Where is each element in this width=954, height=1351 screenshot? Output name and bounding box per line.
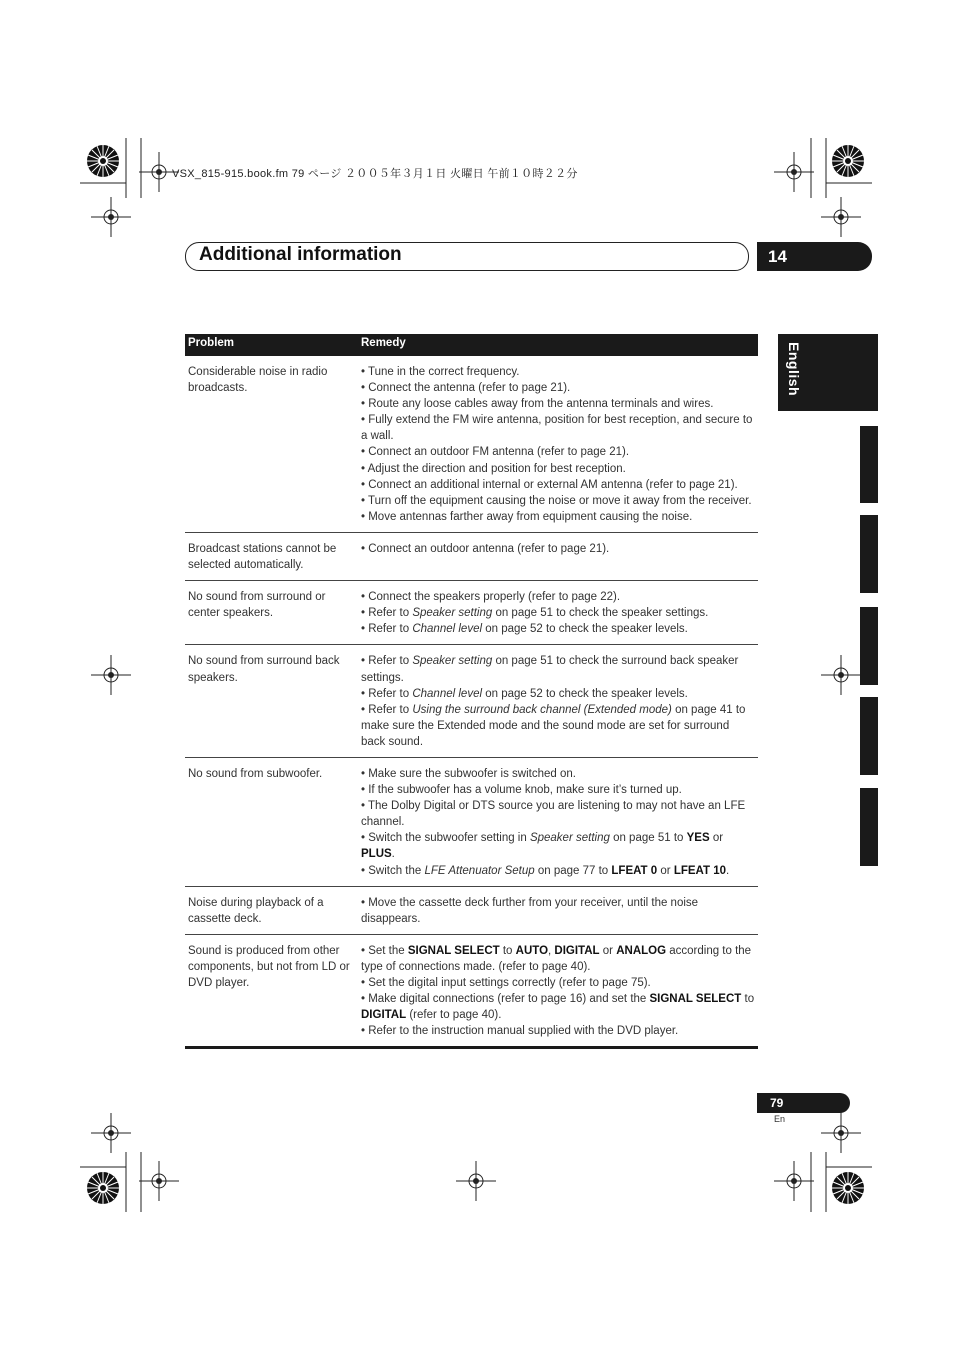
remedy-text: • Connect the speakers properly (refer to page 22).: [361, 591, 621, 604]
remedy-text: • Route any loose cables away from the antenna terminals and wires.: [361, 398, 714, 411]
crosshair-icon: [91, 655, 131, 695]
crosshair-icon: [774, 152, 814, 192]
remedy-text: Speaker setting: [412, 607, 493, 620]
remedy-text: on page 52 to check the speaker levels.: [482, 687, 688, 700]
problem-cell: No sound from subwoofer.: [188, 767, 323, 780]
remedy-text: • If the subwoofer has a volume knob, make sure it’s turned up.: [361, 784, 682, 797]
remedy-item: [361, 509, 756, 525]
remedy-item: [361, 943, 756, 975]
side-tab: [860, 515, 878, 593]
remedy-cell: [357, 653, 758, 750]
remedy-text: • Turn off the equipment causing the noise or move it away from the receiver.: [361, 494, 752, 507]
crosshair-icon: [821, 655, 861, 695]
remedy-text: Channel level: [412, 623, 483, 636]
table-body: [185, 356, 758, 1049]
remedy-text: on page 77 to: [534, 864, 612, 877]
remedy-text: ,: [548, 944, 555, 957]
remedy-item: [361, 975, 756, 991]
remedy-item: [361, 412, 756, 444]
print-header: VSX_815-915.book.fm 79 ページ ２００５年３月１日 火曜日 午前１０時２２分: [172, 168, 578, 180]
remedy-cell: [357, 943, 758, 1040]
table-row: [185, 935, 758, 1050]
remedy-item: [361, 863, 756, 879]
remedy-text: • Connect an additional internal or external AM antenna (refer to page 21).: [361, 478, 738, 491]
remedy-text: on page 41 to make sure the Extended mode and the sound mode are set for surround back sound.: [361, 703, 746, 748]
remedy-item: [361, 702, 756, 750]
remedy-text: • Move the cassette deck further from your receiver, until the noise disappears.: [361, 896, 699, 925]
crosshair-icon: [91, 197, 131, 237]
table-row: [185, 356, 758, 533]
remedy-text: .: [726, 864, 730, 877]
remedy-item: [361, 991, 756, 1023]
remedy-text: SIGNAL SELECT: [407, 944, 500, 957]
remedy-text: • Refer to: [361, 687, 413, 700]
remedy-text: • Connect an outdoor FM antenna (refer to page 21).: [361, 446, 630, 459]
remedy-text: or: [657, 864, 674, 877]
remedy-text: SIGNAL SELECT: [649, 993, 742, 1006]
table-row: [185, 645, 758, 758]
remedy-text: • Fully extend the FM wire antenna, position for best reception, and secure to a wall.: [361, 414, 753, 443]
remedy-text: to: [499, 944, 516, 957]
remedy-text: or: [599, 944, 617, 957]
problem-cell: No sound from surround back speakers.: [188, 655, 340, 684]
remedy-text: Using the surround back channel (Extended mode): [412, 703, 672, 716]
remedy-text: or: [709, 832, 724, 845]
problem-cell: Considerable noise in radio broadcasts.: [188, 366, 328, 395]
remedy-item: [361, 493, 756, 509]
starburst-icon: [85, 1170, 121, 1206]
starburst-icon: [830, 143, 866, 179]
starburst-icon: [830, 1170, 866, 1206]
remedy-text: • Set the: [361, 944, 408, 957]
remedy-item: [361, 686, 756, 702]
remedy-item: [361, 364, 756, 380]
crosshair-icon: [456, 1161, 496, 1201]
remedy-cell: [357, 766, 758, 879]
page-number: 79: [757, 1093, 850, 1113]
troubleshooting-table: [185, 334, 758, 1049]
remedy-text: YES: [686, 832, 710, 845]
remedy-text: PLUS: [361, 848, 392, 861]
side-tab: [860, 788, 878, 866]
problem-cell: Noise during playback of a cassette deck.: [188, 896, 324, 925]
crosshair-icon: [139, 1161, 179, 1201]
side-tab: [860, 697, 878, 775]
remedy-item: [361, 396, 756, 412]
side-tab: [860, 426, 878, 503]
remedy-text: on page 51 to check the surround back speaker settings.: [361, 655, 739, 684]
remedy-text: • Connect an outdoor antenna (refer to page 21).: [361, 542, 610, 555]
crosshair-icon: [91, 1113, 131, 1153]
remedy-item: [361, 766, 756, 782]
remedy-text: • Adjust the direction and position for best reception.: [361, 462, 626, 475]
starburst-icon: [85, 143, 121, 179]
remedy-item: [361, 782, 756, 798]
table-row: [185, 533, 758, 581]
crosshair-icon: [821, 197, 861, 237]
remedy-item: [361, 477, 756, 493]
remedy-text: DIGITAL: [361, 1009, 407, 1022]
remedy-text: Speaker setting: [412, 655, 493, 668]
remedy-text: • Connect the antenna (refer to page 21).: [361, 382, 571, 395]
remedy-text: • Switch the subwoofer setting in: [361, 832, 530, 845]
remedy-text: • Move antennas farther away from equipment causing the noise.: [361, 510, 693, 523]
remedy-text: on page 52 to check the speaker levels.: [482, 623, 688, 636]
remedy-text: • Refer to the instruction manual supplied with the DVD player.: [361, 1025, 679, 1038]
remedy-text: according to the type of connections made. (refer to page 40).: [361, 944, 752, 973]
crosshair-icon: [774, 1161, 814, 1201]
remedy-text: • Make digital connections (refer to page 16) and set the: [361, 993, 650, 1006]
remedy-item: [361, 444, 756, 460]
remedy-text: ANALOG: [616, 944, 667, 957]
remedy-text: on page 51 to check the speaker settings.: [492, 607, 709, 620]
remedy-item: [361, 589, 756, 605]
remedy-text: to: [741, 993, 755, 1006]
remedy-item: [361, 653, 756, 685]
remedy-cell: [357, 364, 758, 525]
chapter-title: Additional information: [199, 244, 402, 265]
remedy-item: [361, 541, 756, 557]
remedy-item: [361, 830, 756, 862]
remedy-item: [361, 895, 756, 927]
remedy-item: [361, 798, 756, 830]
remedy-cell: [357, 895, 758, 927]
header-problem: Problem: [188, 337, 235, 349]
remedy-text: on page 51 to: [609, 832, 687, 845]
remedy-item: [361, 621, 756, 637]
remedy-text: Channel level: [412, 687, 483, 700]
remedy-text: LFEAT 10: [673, 864, 726, 877]
remedy-item: [361, 461, 756, 477]
remedy-item: [361, 1023, 756, 1039]
problem-cell: Sound is produced from other components, but not from LD or DVD player.: [188, 944, 350, 989]
remedy-text: • Switch the: [361, 864, 425, 877]
remedy-cell: [357, 541, 758, 573]
problem-cell: Broadcast stations cannot be selected automatically.: [188, 542, 337, 572]
remedy-text: LFEAT 0: [611, 864, 658, 877]
remedy-text: • Make sure the subwoofer is switched on.: [361, 767, 576, 780]
remedy-text: LFE Attenuator Setup: [424, 864, 535, 877]
remedy-text: AUTO: [515, 944, 549, 957]
remedy-cell: [357, 589, 758, 637]
remedy-text: • Refer to: [361, 607, 413, 620]
remedy-text: • Set the digital input settings correctly (refer to page 75).: [361, 977, 651, 989]
side-tab: [860, 607, 878, 685]
remedy-text: .: [391, 848, 395, 861]
remedy-text: • Refer to: [361, 703, 413, 716]
remedy-text: • Refer to: [361, 623, 413, 636]
remedy-text: • Refer to: [361, 655, 413, 668]
remedy-text: DIGITAL: [554, 944, 600, 957]
chapter-number: 14: [757, 242, 872, 271]
table-row: [185, 887, 758, 935]
header-remedy: Remedy: [361, 337, 406, 349]
remedy-item: [361, 605, 756, 621]
table-header: [185, 334, 758, 356]
problem-cell: No sound from surround or center speakers.: [188, 591, 326, 620]
remedy-text: Speaker setting: [529, 832, 610, 845]
page-language-code: En: [774, 1114, 786, 1124]
remedy-text: • Tune in the correct frequency.: [361, 366, 520, 378]
remedy-text: (refer to page 40).: [406, 1009, 502, 1022]
table-row: [185, 758, 758, 887]
language-label: English: [786, 342, 802, 397]
remedy-text: • The Dolby Digital or DTS source you are listening to may not have an LFE channel.: [361, 800, 746, 829]
crosshair-icon: [821, 1113, 861, 1153]
table-row: [185, 581, 758, 645]
remedy-item: [361, 380, 756, 396]
